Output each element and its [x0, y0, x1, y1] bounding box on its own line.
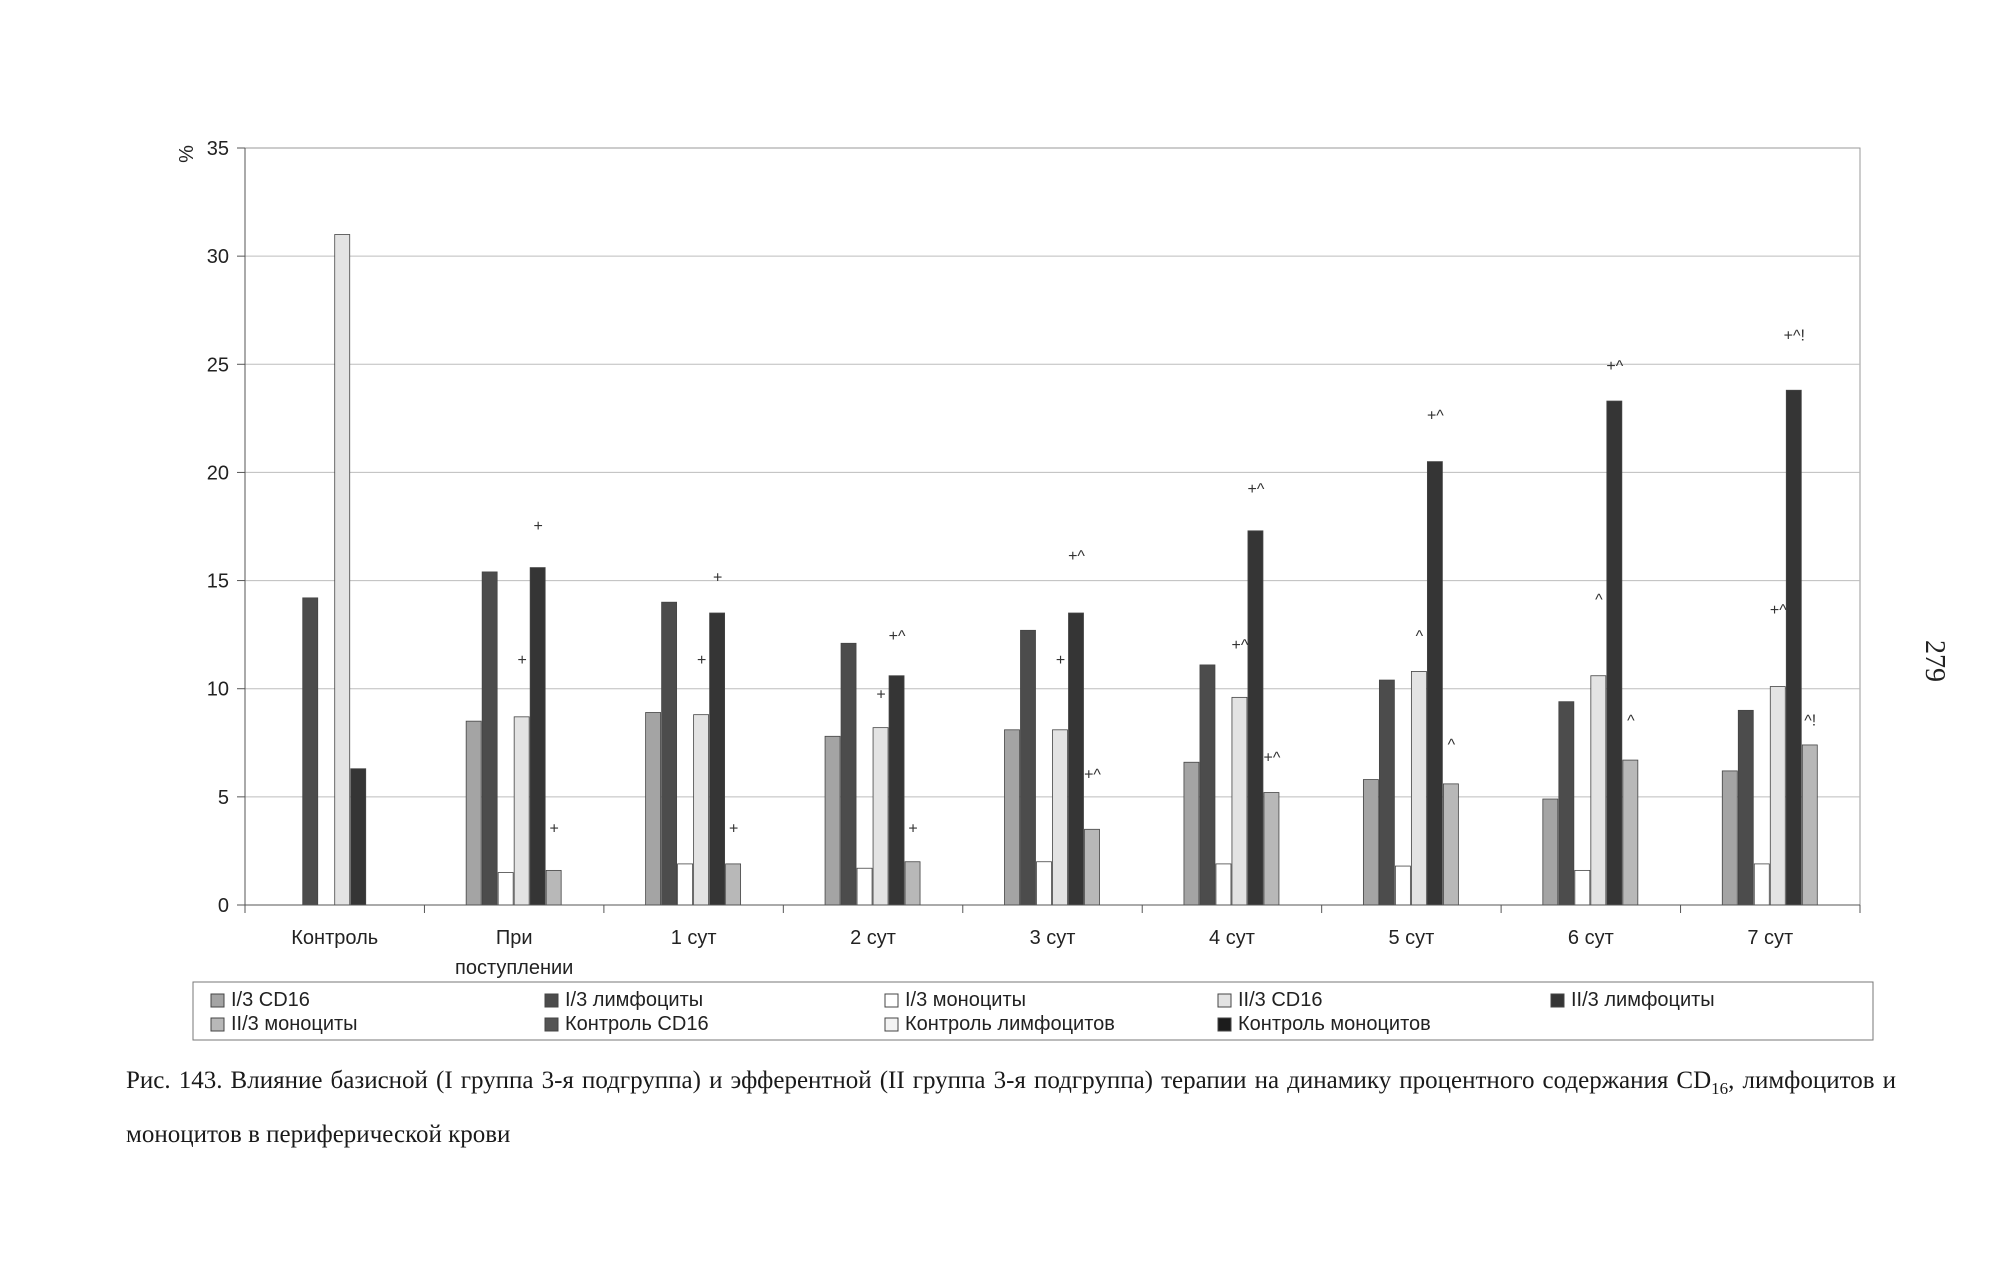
- bar: [646, 713, 661, 905]
- legend-swatch: [545, 1018, 558, 1031]
- bar: [466, 721, 481, 905]
- significance-mark: +^: [1247, 481, 1265, 499]
- bar: [1754, 864, 1769, 905]
- bar: [1770, 687, 1785, 905]
- significance-mark: ^!: [1804, 712, 1817, 730]
- bar: [1085, 829, 1100, 905]
- legend-label: II/3 лимфоциты: [1571, 989, 1715, 1011]
- significance-mark: +: [517, 651, 527, 669]
- legend-label: Контроль моноцитов: [1238, 1013, 1431, 1035]
- bar: [1264, 793, 1279, 905]
- significance-mark: ^: [1415, 628, 1424, 646]
- y-tick-label: 25: [206, 354, 229, 377]
- legend-label: I/3 моноциты: [905, 989, 1026, 1011]
- page-number: 279: [1919, 640, 1950, 682]
- bar: [335, 235, 350, 905]
- y-axis: [176, 138, 245, 917]
- significance-mark: +: [696, 651, 707, 669]
- x-tick-label: Контроль: [291, 927, 379, 949]
- x-tick-label: поступлении: [454, 957, 574, 979]
- bar: [841, 643, 856, 905]
- significance-mark: +: [712, 569, 723, 587]
- y-tick-label: 35: [206, 138, 229, 160]
- legend-label: II/3 моноциты: [231, 1013, 358, 1035]
- significance-mark: +^: [1606, 357, 1624, 375]
- x-tick-label: 1 сут: [670, 927, 717, 949]
- bar: [1575, 870, 1590, 905]
- significance-mark: +: [549, 820, 559, 838]
- bar: [1786, 390, 1801, 905]
- bar: [530, 568, 545, 905]
- significance-mark: ^: [1447, 736, 1456, 754]
- x-tick-label: При: [495, 927, 533, 949]
- bar: [1216, 864, 1231, 905]
- y-tick-label: 5: [217, 786, 229, 809]
- bar: [1623, 760, 1638, 905]
- significance-mark: ^: [1627, 712, 1635, 730]
- bar: [1021, 630, 1036, 905]
- bar: [825, 736, 840, 905]
- caption-text: Рис. 143. Влияние базисной (I группа 3-я подгруппа) и эфферентной (II группа 3-я подгруппа) терапии на динамику процентного содержания CD: [126, 1067, 1712, 1094]
- x-tick-label: 5 сут: [1388, 927, 1435, 949]
- bar: [873, 728, 888, 905]
- bar: [889, 676, 904, 905]
- bar: [1591, 676, 1606, 905]
- legend-swatch: [885, 994, 898, 1007]
- bar: [1411, 671, 1426, 905]
- significance-mark: +^: [1263, 749, 1281, 767]
- y-tick-label: 10: [206, 678, 229, 701]
- bar: [678, 864, 693, 905]
- bar: [498, 873, 513, 905]
- bar: [514, 717, 529, 905]
- bar: [351, 769, 366, 905]
- bar: [1200, 665, 1215, 905]
- bar: [1738, 710, 1753, 905]
- legend-label: Контроль лимфоцитов: [905, 1013, 1115, 1035]
- bar: [1184, 762, 1199, 905]
- significance-mark: +^: [1231, 636, 1249, 654]
- legend-label: II/3 CD16: [1238, 989, 1323, 1011]
- bar: [1607, 401, 1622, 905]
- legend-label: I/3 CD16: [231, 989, 310, 1011]
- significance-mark: +^: [1426, 407, 1444, 425]
- bar: [1248, 531, 1263, 905]
- x-tick-label: 6 сут: [1567, 927, 1614, 949]
- bar: [1037, 862, 1052, 905]
- y-tick-label: 30: [206, 246, 229, 269]
- bar: [905, 862, 920, 905]
- significance-mark: +^: [888, 628, 906, 646]
- legend-swatch: [1551, 994, 1564, 1007]
- significance-mark: +^: [1769, 602, 1787, 620]
- significance-mark: +: [876, 686, 886, 704]
- bar: [1069, 613, 1084, 905]
- bar: [1722, 771, 1737, 905]
- bar: [1802, 745, 1817, 905]
- bars: [303, 235, 1818, 905]
- legend-swatch: [545, 994, 558, 1007]
- bar: [1053, 730, 1068, 905]
- bar: [857, 868, 872, 905]
- bar: [694, 715, 709, 905]
- legend-swatch: [1218, 1018, 1231, 1031]
- legend-label: Контроль CD16: [565, 1013, 709, 1035]
- legend: [193, 982, 1873, 1040]
- x-tick-label: 4 сут: [1209, 927, 1255, 949]
- y-tick-label: 15: [206, 570, 229, 593]
- significance-mark: +: [728, 820, 739, 838]
- bar: [1543, 799, 1558, 905]
- bar: [1443, 784, 1458, 905]
- significance-mark: +^: [1084, 766, 1101, 784]
- significance-mark: +: [908, 820, 918, 838]
- bar: [1559, 702, 1574, 905]
- figure-caption: [126, 1058, 1896, 1158]
- bar: [1363, 780, 1378, 905]
- bar: [1379, 680, 1394, 905]
- y-tick-label: 20: [206, 462, 229, 485]
- legend-label: I/3 лимфоциты: [565, 989, 704, 1011]
- significance-mark: +: [1055, 651, 1066, 669]
- x-tick-label: 2 сут: [850, 927, 896, 949]
- bar: [1005, 730, 1020, 905]
- y-tick-label: 0: [217, 895, 229, 917]
- x-tick-label: 7 сут: [1747, 927, 1794, 949]
- caption-text-end: , лимфоцитов и моноцитов в периферической крови: [126, 1067, 1896, 1148]
- bar: [1232, 697, 1247, 905]
- x-tick-label: 3 сут: [1029, 927, 1076, 949]
- bar: [482, 572, 497, 905]
- significance-mark: +: [533, 517, 543, 535]
- bar: [662, 602, 677, 905]
- y-axis-label: %: [176, 145, 198, 163]
- bar: [546, 870, 561, 905]
- legend-swatch: [211, 994, 224, 1007]
- bar: [1395, 866, 1410, 905]
- caption-subscript: 16: [1711, 1079, 1729, 1098]
- bar: [726, 864, 741, 905]
- legend-swatch: [885, 1018, 898, 1031]
- legend-swatch: [1218, 994, 1231, 1007]
- significance-mark: ^: [1595, 591, 1603, 609]
- bar: [710, 613, 725, 905]
- x-axis: [245, 905, 1860, 979]
- legend-swatch: [211, 1018, 224, 1031]
- bar: [303, 598, 318, 905]
- significance-mark: +^: [1068, 548, 1085, 566]
- bar: [1427, 462, 1442, 905]
- significance-mark: +^!: [1783, 327, 1805, 345]
